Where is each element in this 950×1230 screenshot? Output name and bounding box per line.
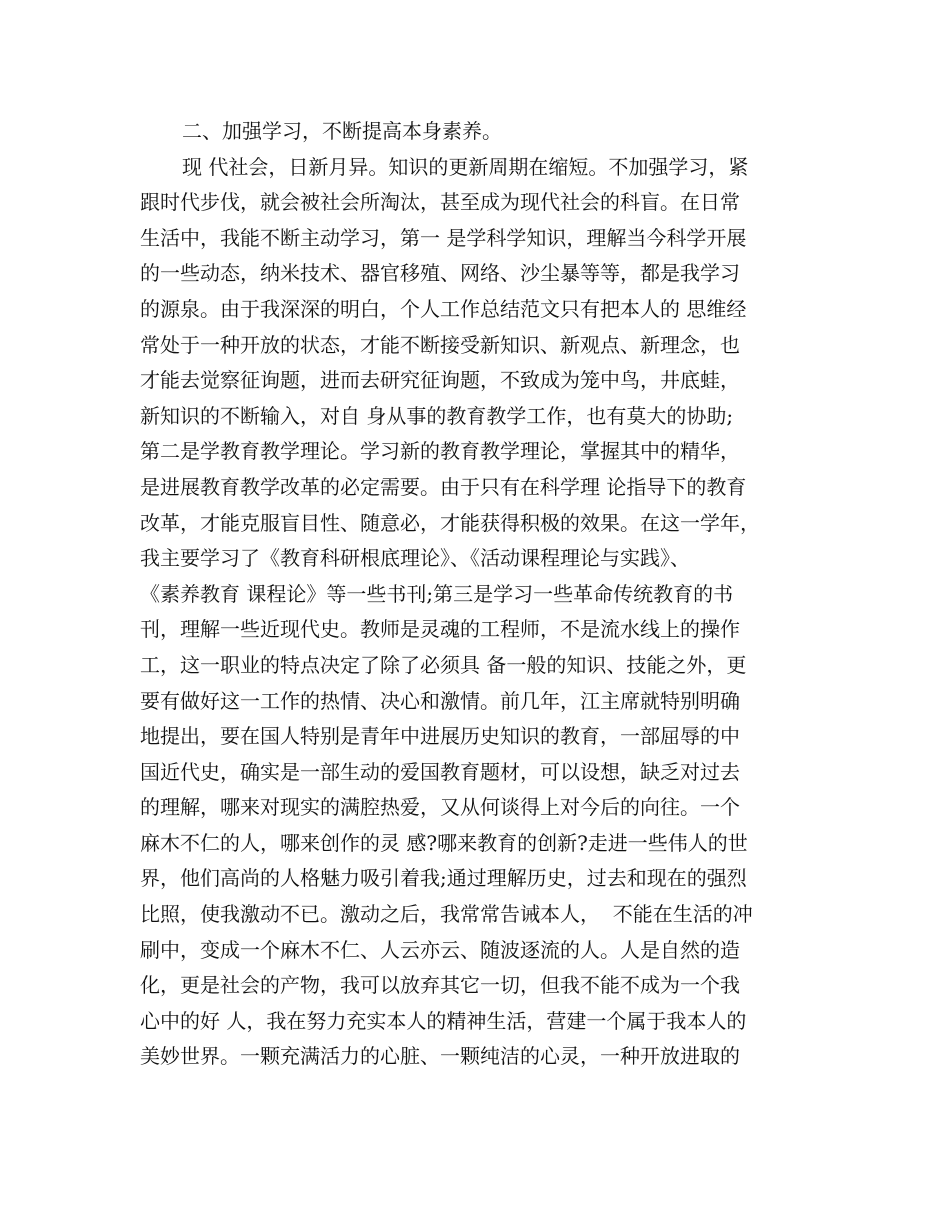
text-line: 的理解，哪来对现实的满腔热爱，又从何谈得上对今后的向往。一个 <box>140 795 740 820</box>
text-line: 刊，理解一些近现代史。教师是灵魂的工程师，不是流水线上的操作 <box>140 617 740 642</box>
text-line: 美妙世界。一颗充满活力的心脏、一颗纯洁的心灵，一种开放进取的 <box>140 1044 740 1069</box>
text-line: 界，他们高尚的人格魅力吸引着我;通过理解历史，过去和现在的强烈 <box>140 866 747 891</box>
text-line: 《素养教育 课程论》等一些书刊;第三是学习一些革命传统教育的书 <box>140 581 734 606</box>
section-heading: 二、加强学习，不断提高本身素养。 <box>182 119 502 143</box>
text-line: 心中的好 人，我在努力充实本人的精神生活，营建一个属于我本人的 <box>140 1008 747 1033</box>
text-line: 的一些动态，纳米技术、器官移殖、网络、沙尘暴等等，都是我学习 <box>140 261 740 286</box>
text-line: 我主要学习了《教育科研根底理论》、《活动课程理论与实践》、 <box>140 546 690 571</box>
text-line: 现 代社会，日新月异。知识的更新周期在缩短。不加强学习，紧 <box>182 154 749 179</box>
text-line: 的源泉。由于我深深的明白，个人工作总结范文只有把本人的 思维经 <box>140 296 747 321</box>
text-line: 要有做好这一工作的热情、决心和激情。前几年，江主席就特别明确 <box>140 688 740 713</box>
text-line: 才能去觉察征询题，进而去研究征询题，不致成为笼中鸟，井底蛙， <box>140 368 740 393</box>
text-line: 生活中，我能不断主动学习，第一 是学科学知识，理解当今科学开展 <box>140 225 747 250</box>
text-line: 是进展教育教学改革的必定需要。由于只有在科学理 论指导下的教育 <box>140 474 747 499</box>
text-line: 比照，使我激动不已。激动之后，我常常告诫本人， 不能在生活的冲 <box>140 902 753 927</box>
text-line: 工，这一职业的特点决定了除了必须具 备一般的知识、技能之外，更 <box>140 652 747 677</box>
text-line: 国近代史，确实是一部生动的爱国教育题材，可以设想，缺乏对过去 <box>140 759 740 784</box>
text-line: 第二是学教育教学理论。学习新的教育教学理论，掌握其中的精华， <box>140 439 740 464</box>
text-line: 新知识的不断输入，对自 身从事的教育教学工作，也有莫大的协助; <box>140 403 734 428</box>
text-line: 地提出，要在国人特别是青年中进展历史知识的教育，一部屈辱的中 <box>140 724 740 749</box>
text-line: 麻木不仁的人，哪来创作的灵 感?哪来教育的创新?走进一些伟人的世 <box>140 830 748 855</box>
text-line: 常处于一种开放的状态，才能不断接受新知识、新观点、新理念，也 <box>140 332 740 357</box>
text-line: 改革，才能克服盲目性、随意必，才能获得积极的效果。在这一学年， <box>140 510 760 535</box>
text-line: 刷中，变成一个麻木不仁、人云亦云、随波逐流的人。人是自然的造 <box>140 937 740 962</box>
text-line: 化，更是社会的产物，我可以放弃其它一切，但我不能不成为一个我 <box>140 973 740 998</box>
body-text <box>140 114 840 1075</box>
text-line: 跟时代步伐，就会被社会所淘汰，甚至成为现代社会的科盲。在日常 <box>140 190 740 215</box>
